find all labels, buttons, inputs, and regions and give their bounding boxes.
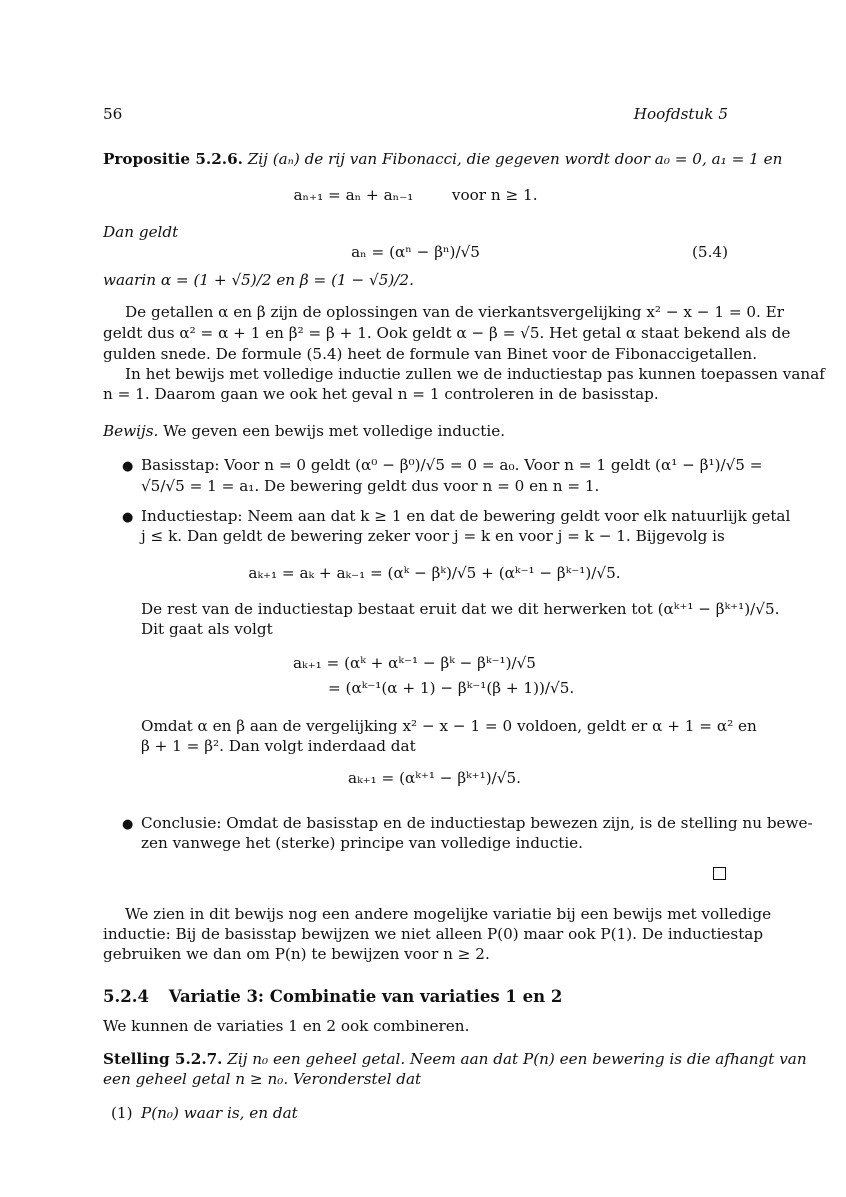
- proposition-statement: [103, 149, 783, 170]
- induction-equation-1: aₖ₊₁ = aₖ + aₖ₋₁ = (αᵏ − βᵏ)/√5 + (αᵏ⁻¹ − βᵏ⁻¹)/√5.: [248, 564, 621, 582]
- chapter-title: Hoofdstuk 5: [633, 105, 728, 123]
- alpha-beta-definition: waarin α = (1 + √5)/2 en β = (1 − √5)/2.: [103, 271, 414, 289]
- theorem-label: Stelling 5.2.7.: [103, 1050, 223, 1068]
- paragraph-line: geldt dus α² = α + 1 en β² = β + 1. Ook geldt α − β = √5. Het getal α staat bekend als de: [103, 324, 791, 342]
- induction-equation-2-line1: aₖ₊₁ = (αᵏ + αᵏ⁻¹ − βᵏ − βᵏ⁻¹)/√5: [293, 654, 536, 672]
- paragraph-line: gebruiken we dan om P(n) te bewijzen voor n ≥ 2.: [103, 945, 490, 963]
- paragraph-line: n = 1. Daarom gaan we ook het geval n = 1 controleren in de basisstap.: [103, 385, 659, 403]
- induction-step-line: β + 1 = β². Dan volgt inderdaad dat: [141, 737, 416, 755]
- paragraph-line: gulden snede. De formule (5.4) heet de formule van Binet voor de Fibonaccigetallen.: [103, 345, 758, 363]
- section-title: Variatie 3: Combinatie van variaties 1 en 2: [168, 987, 563, 1006]
- proposition-text: Zij (aₙ) de rij van Fibonacci, die gegeven wordt door a₀ = 0, a₁ = 1 en: [247, 150, 783, 168]
- theorem-text: Zij n₀ een geheel getal. Neem aan dat P(n) een bewering is die afhangt van: [227, 1050, 807, 1068]
- conclusion-line: zen vanwege het (sterke) principe van volledige inductie.: [141, 834, 583, 852]
- theorem-item: P(n₀) waar is, en dat: [141, 1104, 298, 1122]
- induction-step-line: De rest van de inductiestap bestaat eruit dat we dit herwerken tot (αᵏ⁺¹ − βᵏ⁺¹)/√5.: [141, 600, 780, 618]
- induction-equation-2-line2: = (αᵏ⁻¹(α + 1) − βᵏ⁻¹(β + 1))/√5.: [328, 679, 575, 697]
- proof-intro-text: We geven een bewijs met volledige inductie.: [163, 422, 506, 440]
- equation-number: (5.4): [691, 243, 728, 261]
- base-step-line: Basisstap: Voor n = 0 geldt (α⁰ − β⁰)/√5 = 0 = a₀. Voor n = 1 geldt (α¹ − β¹)/√5 =: [141, 456, 763, 474]
- bullet-icon: ●: [122, 510, 134, 525]
- dan-geldt: Dan geldt: [103, 223, 179, 241]
- paragraph-line: In het bewijs met volledige inductie zullen we de inductiestap pas kunnen toepassen vanaf: [125, 365, 825, 383]
- induction-step-line: Inductiestap: Neem aan dat k ≥ 1 en dat de bewering geldt voor elk natuurlijk getal: [141, 507, 791, 525]
- induction-step-line: j ≤ k. Dan geldt de bewering zeker voor j = k en voor j = k − 1. Bijgevolg is: [141, 527, 725, 545]
- paragraph-line: We kunnen de variaties 1 en 2 ook combineren.: [103, 1017, 470, 1035]
- base-step-line: √5/√5 = 1 = a₁. De bewering geldt dus voor n = 0 en n = 1.: [141, 477, 600, 495]
- proof-intro: [103, 421, 728, 442]
- paragraph-line: inductie: Bij de basisstap bewijzen we niet alleen P(0) maar ook P(1). De inductiestap: [103, 925, 764, 943]
- theorem-statement: [103, 1049, 807, 1070]
- induction-step-line: Dit gaat als volgt: [141, 620, 273, 638]
- paragraph-line: We zien in dit bewijs nog een andere mogelijke variatie bij een bewijs met volledige: [125, 905, 772, 923]
- paragraph-line: De getallen α en β zijn de oplossingen van de vierkantsvergelijking x² − x − 1 = 0. Er: [125, 303, 785, 321]
- conclusion-line: Conclusie: Omdat de basisstap en de inductiestap bewezen zijn, is de stelling nu bewe-: [141, 814, 813, 832]
- section-heading: [103, 986, 728, 1007]
- bullet-icon: ●: [122, 459, 134, 474]
- page-number: 56: [103, 105, 123, 123]
- induction-equation-3: aₖ₊₁ = (αᵏ⁺¹ − βᵏ⁺¹)/√5.: [348, 769, 521, 787]
- proof-label: Bewijs.: [103, 422, 159, 440]
- induction-step-line: Omdat α en β aan de vergelijking x² − x − 1 = 0 voldoen, geldt er α + 1 = α² en: [141, 717, 757, 735]
- recurrence-equation: aₙ₊₁ = aₙ + aₙ₋₁ voor n ≥ 1.: [293, 186, 538, 204]
- section-number: 5.2.4: [103, 987, 149, 1006]
- bullet-icon: ●: [122, 817, 134, 832]
- binet-formula: aₙ = (αⁿ − βⁿ)/√5: [351, 243, 480, 261]
- proposition-label: Propositie 5.2.6.: [103, 150, 243, 168]
- theorem-line: een geheel getal n ≥ n₀. Veronderstel dat: [103, 1070, 422, 1088]
- theorem-item-number: (1): [111, 1104, 133, 1122]
- qed-box-icon: [713, 867, 726, 880]
